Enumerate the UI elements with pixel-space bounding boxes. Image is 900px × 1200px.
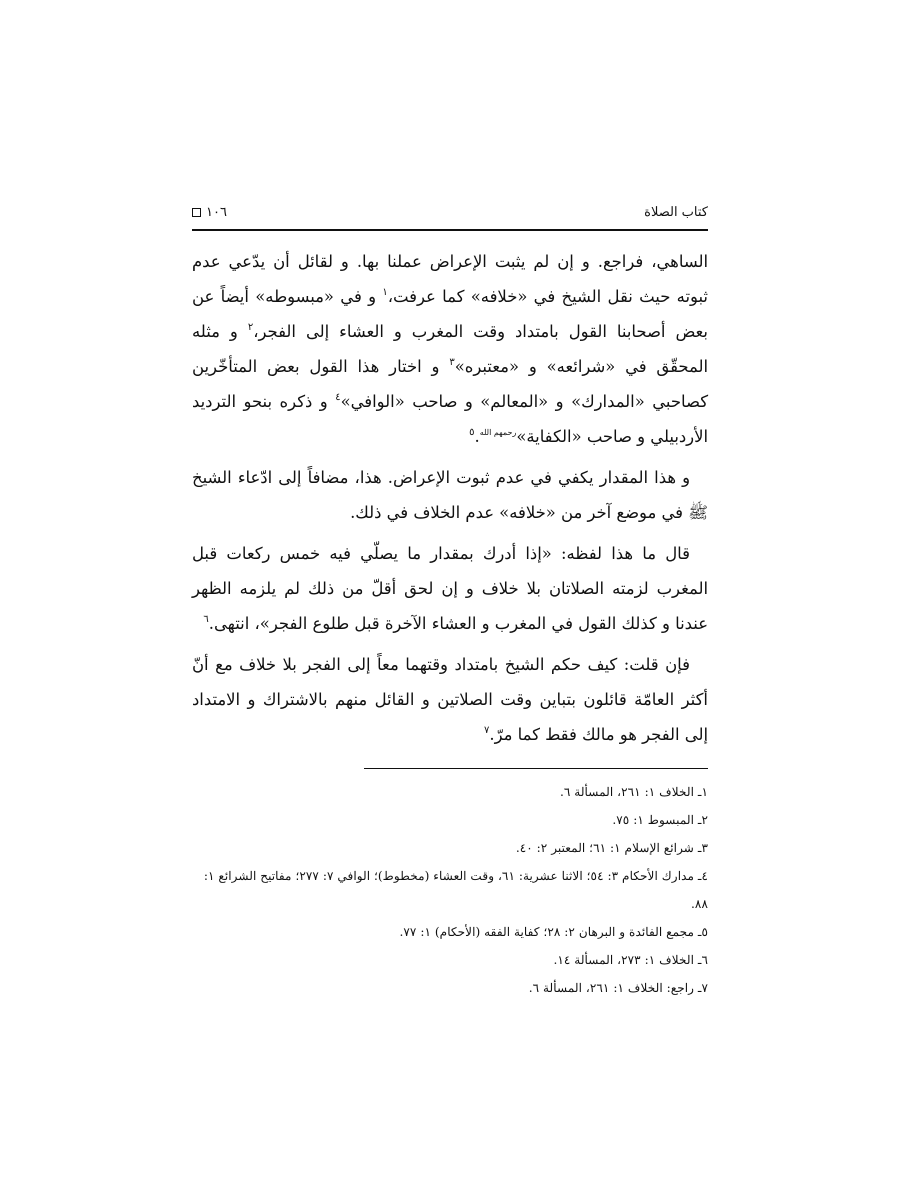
footnote-7: ٧ـ راجع: الخلاف ١: ٢٦١، المسألة ٦. [528,981,708,995]
square-box-icon [192,208,201,217]
footnote-3: ٣ـ شرائع الإسلام ١: ٦١؛ المعتبر ٢: ٤٠. [515,841,708,855]
footnote-1: ١ـ الخلاف ١: ٢٦١، المسألة ٦. [559,785,708,799]
main-text [192,244,708,752]
paragraph-4: فإن قلت: كيف حكم الشيخ بامتداد وقتهما معاً إلى الفجر بلا خلاف مع أنّ أكثر العامّة قائلون بتباين وقت الصلاتين و القائل منهم بالاشتراك و الامتداد إلى الفجر هو مالك فقط كما مرّ.$^٧$ [192,655,708,744]
footnote-ref-1: ١ [382,287,388,298]
footnote-4: ٤ـ مدارك الأحكام ٣: ٥٤؛ الاثنا عشرية: ٦١، وقت العشاء (مخطوط)؛ الوافي ٧: ٢٧٧؛ مفاتيح الشرائع ١: ٨٨. [203,869,708,911]
footnote-ref-7: ٧ [484,725,490,736]
footnote-5: ٥ـ مجمع الفائدة و البرهان ٢: ٢٨؛ كفاية الفقه (الأحكام) ١: ٧٧. [399,925,708,939]
footnote-ref-3: ٣ [449,357,455,368]
header-rule [192,229,708,231]
running-title: كتاب الصلاة [644,204,708,220]
honorific-glyph: رحمهم الله [479,428,517,437]
footnote-ref-6: ٦ [203,614,209,625]
book-page [192,0,708,1200]
footnote-ref-2: ٢ [247,322,254,333]
page-number: ١٠٦ [206,204,227,220]
paragraph-2: و هذا المقدار يكفي في عدم ثبوت الإعراض. هذا، مضافاً إلى ادّعاء الشيخ ﷺ في موضع آخر من «خلافه» عدم الخلاف في ذلك. [192,468,708,522]
footnotes [192,778,708,1002]
footnote-ref-5: ٥ [469,427,475,438]
running-header [192,201,708,223]
paragraph-1: الساهي، فراجع. و إن لم يثبت الإعراض عملنا بها. و لقائل أن يدّعي عدم ثبوته حيث نقل الشيخ في «خلافه» كما عرفت،$^١$ و في «مبسوطه» أيضاً عن بعض أصحابنا القول بامتداد وقت المغرب و العشاء إلى الفجر،$^٢$ و مثله المحقّق في «شرائعه» و «معتبره»$^٣$ و اختار هذا القول بعض المتأخّرين كصاحبي «المدارك» و «المعالم» و صاحب «الوافي»$^٤$ و ذكره بنحو الترديد الأردبيلي و صاحب «الكفاية»$^{رحمهم الله}$.$^٥$ [192,252,708,446]
footnote-6: ٦ـ الخلاف ١: ٢٧٣، المسألة ١٤. [553,953,708,967]
footnote-separator [364,768,708,769]
footnote-2: ٢ـ المبسوط ١: ٧٥. [612,813,708,827]
page-number-group [192,205,227,220]
paragraph-3: قال ما هذا لفظه: «إذا أدرك بمقدار ما يصلّي فيه خمس ركعات قبل المغرب لزمته الصلاتان بلا خلاف و إن لحق أقلّ من ذلك لم يلزمه الظهر عندنا و كذلك القول في المغرب و العشاء الآخرة قبل طلوع الفجر»، انتهى.$^٦$ [192,544,708,633]
footnote-ref-4: ٤ [335,392,341,403]
